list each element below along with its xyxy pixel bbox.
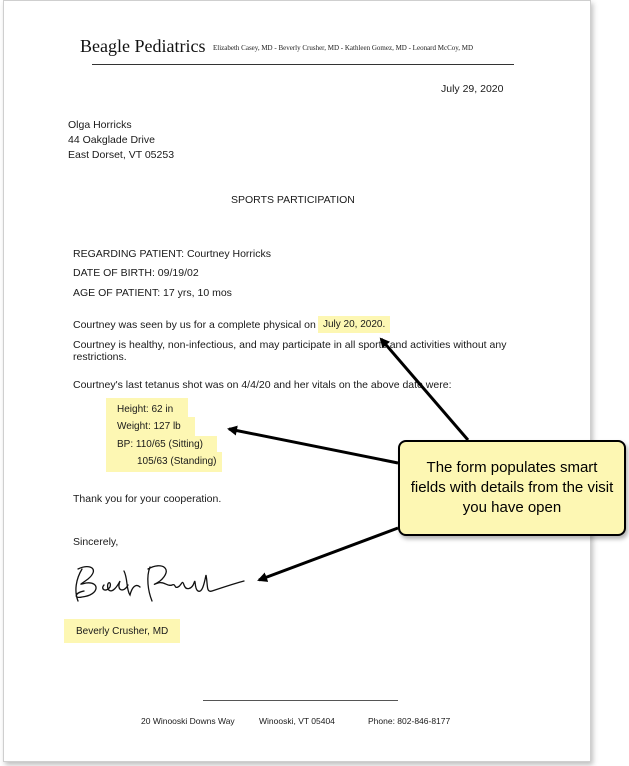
tetanus-line: Courtney's last tetanus shot was on 4/4/20 and her vitals on the above date were: — [73, 379, 452, 391]
closing-line: Sincerely, — [73, 536, 119, 548]
arrow-to-exam-date — [381, 339, 468, 440]
practice-name: Beagle Pediatrics — [80, 36, 206, 56]
exam-sentence: Courtney was seen by us for a complete physical on — [73, 319, 316, 331]
recipient-city: East Dorset, VT 05253 — [68, 149, 175, 161]
letter-date: July 29, 2020 — [441, 83, 504, 95]
healthy-line-1: Courtney is healthy, non-infectious, and may participate in all sports and activities without any — [73, 339, 507, 351]
footer-phone: Phone: 802-846-8177 — [368, 716, 451, 726]
vitals-weight: Weight: 127 lb — [117, 421, 181, 432]
footer-address: 20 Winooski Downs Way — [141, 716, 235, 726]
arrow-to-signature — [259, 528, 398, 580]
age-value: 17 yrs, 10 mos — [163, 287, 232, 299]
footer-city: Winooski, VT 05404 — [259, 716, 335, 726]
letter-title: SPORTS PARTICIPATION — [231, 194, 355, 206]
recipient-name: Olga Horricks — [68, 119, 132, 131]
vitals-bp-sitting: BP: 110/65 (Sitting) — [117, 439, 203, 450]
age-label: AGE OF PATIENT: — [73, 287, 161, 299]
healthy-line-2: restrictions. — [73, 351, 127, 363]
dob-label: DATE OF BIRTH: — [73, 267, 155, 279]
thanks-line: Thank you for your cooperation. — [73, 493, 222, 505]
callout-text: The form populates smart fields with details from the visit you have open — [410, 459, 614, 516]
regarding-label: REGARDING PATIENT: — [73, 248, 185, 260]
dob-value: 09/19/02 — [157, 267, 199, 279]
callout-box — [398, 440, 626, 536]
recipient-street: 44 Oakglade Drive — [68, 134, 155, 146]
practice-doctors: Elizabeth Casey, MD - Beverly Crusher, MD - Kathleen Gomez, MD - Leonard McCoy, MD — [213, 44, 474, 52]
vitals-bp-standing: 105/63 (Standing) — [137, 456, 217, 467]
regarding-value: Courtney Horricks — [186, 248, 271, 260]
signer-name: Beverly Crusher, MD — [76, 626, 169, 637]
exam-date-smart-field: July 20, 2020. — [318, 316, 390, 333]
vitals-height: Height: 62 in — [117, 404, 174, 415]
arrow-to-vitals — [229, 429, 398, 463]
